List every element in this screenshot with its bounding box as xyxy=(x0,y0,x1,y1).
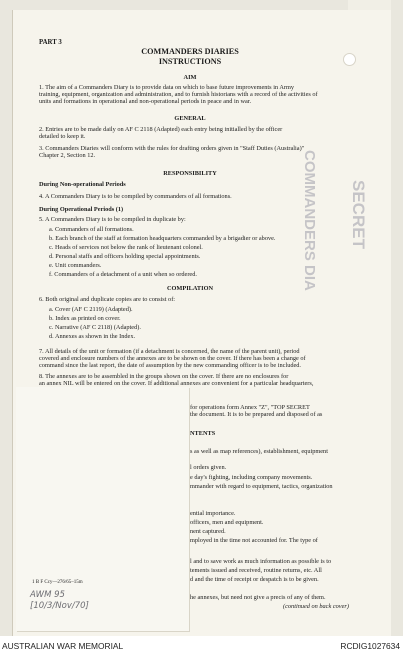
footer-institution: AUSTRALIAN WAR MEMORIAL xyxy=(2,641,124,651)
fragment-line: for operations form Annex "Z", "TOP SECRET xyxy=(190,404,310,411)
general-p3-line-2: Chapter 2, Section 12. xyxy=(39,152,96,159)
pencil-line-1: AWM 95 xyxy=(30,590,65,600)
fragment-line: d and the time of receipt or despatch is to be given. xyxy=(190,576,319,583)
aim-heading: AIM xyxy=(183,74,197,81)
bleed-line-b: SECRET xyxy=(349,180,368,249)
aim-line-1: 1. The aim of a Commanders Diary is to provide data on which to base future improvements in Army xyxy=(39,84,295,91)
compilation-item: a. Cover (AF C 2119) (Adapted). xyxy=(49,306,133,313)
responsibility-item: e. Unit commanders. xyxy=(49,262,102,269)
operational-heading: During Operational Periods (1) xyxy=(39,206,124,213)
fragment-line: mployed in the time not accounted for. The type of xyxy=(190,537,318,544)
fragment-line: ential importance. xyxy=(190,510,236,517)
responsibility-heading: RESPONSIBILITY xyxy=(163,170,217,177)
paragraph-4: 4. A Commanders Diary is to be compiled by commanders of all formations. xyxy=(39,193,232,200)
paragraph-7-line-3: command since the last report, the date of assumption by the new commanding officer is to be included. xyxy=(39,362,302,369)
continued-note: (continued on back cover) xyxy=(283,603,349,610)
fragment-line: the document. It is to be prepared and disposed of as xyxy=(190,411,323,418)
paragraph-7-line-2: covered and enclosure numbers of the annexes are to be shown on the cover. If there has been a change of xyxy=(39,355,306,362)
fragment-line: tements issued and received, routine returns, etc. All xyxy=(190,567,322,574)
document-subtitle: INSTRUCTIONS xyxy=(158,57,222,66)
compilation-item: b. Index as printed on cover. xyxy=(49,315,121,322)
responsibility-item: b. Each branch of the staff at formation headquarters commanded by a brigadier or above. xyxy=(49,235,276,242)
responsibility-item: c. Heads of services not below the rank of lieutenant colonel. xyxy=(49,244,203,251)
punch-hole xyxy=(343,53,356,66)
responsibility-item: f. Commanders of a detachment of a unit when so ordered. xyxy=(49,271,197,278)
part-label: PART 3 xyxy=(39,39,62,46)
paragraph-5: 5. A Commanders Diary is to be compiled in duplicate by: xyxy=(39,216,186,223)
fragment-line: mmander with regard to equipment, tactics, organization xyxy=(190,483,333,490)
pencil-annotation xyxy=(30,590,89,612)
pencil-line-2: [10/3/Nov/70] xyxy=(30,601,89,611)
paragraph-8-line-2: an annex NIL will be entered on the cover. If additional annexes are convenient for a particular headquarters, xyxy=(39,380,314,387)
fragment-line: e day's fighting, including company movements. xyxy=(190,474,313,481)
compilation-item: c. Narrative (AF C 2118) (Adapted). xyxy=(49,324,141,331)
paragraph-7-line-1: 7. All details of the unit or formation (if a detachment is concerned, the name of the parent unit), period xyxy=(39,348,300,355)
paragraph-8-line-1: 8. The annexes are to be assembled in the groups shown on the cover. If there are no enclosures for xyxy=(39,373,289,380)
fragment-line: he annexes, but need not give a precis of any of them. xyxy=(190,594,326,601)
non-operational-heading: During Non-operational Periods xyxy=(39,181,126,188)
aim-line-2: training, equipment, organization and administration, and to furnish historians with a record of the activities of xyxy=(39,91,318,98)
aim-line-3: units and formations in operational and non-operational periods in peace and in war. xyxy=(39,98,252,105)
responsibility-item: d. Personal staffs and officers holding special appointments. xyxy=(49,253,201,260)
general-p2-line-2: detailed to keep it. xyxy=(39,133,86,140)
fragment-heading: NTENTS xyxy=(190,430,216,437)
paragraph-6: 6. Both original and duplicate copies are to consist of: xyxy=(39,296,176,303)
fragment-line: s as well as map references), establishment, equipment xyxy=(190,448,328,455)
bleed-line-a: COMMANDERS DIA xyxy=(301,150,318,291)
fragment-line: officers, men and equipment. xyxy=(190,519,264,526)
fragment-line: l and to save work as much information as possible is to xyxy=(190,558,332,565)
fragment-line: l orders given. xyxy=(190,464,227,471)
general-heading: GENERAL xyxy=(174,115,206,122)
print-code: 1 B F Ccy—276/65–15m xyxy=(32,580,83,585)
responsibility-item: a. Commanders of all formations. xyxy=(49,226,134,233)
footer-record-id: RCDIG1027634 xyxy=(340,641,400,651)
general-p3-line-1: 3. Commanders Diaries will conform with the rules for drafting orders given in "Staff Duties (Australia)" xyxy=(39,145,305,152)
fragment-line: nent captured. xyxy=(190,528,226,535)
compilation-item: d. Annexes as shown in the Index. xyxy=(49,333,136,340)
compilation-heading: COMPILATION xyxy=(166,285,214,292)
general-p2-line-1: 2. Entries are to be made daily on AF C 2118 (Adapted) each entry being initialled by the officer xyxy=(39,126,283,133)
document-title: COMMANDERS DIARIES xyxy=(141,47,239,56)
archive-footer xyxy=(0,636,403,654)
